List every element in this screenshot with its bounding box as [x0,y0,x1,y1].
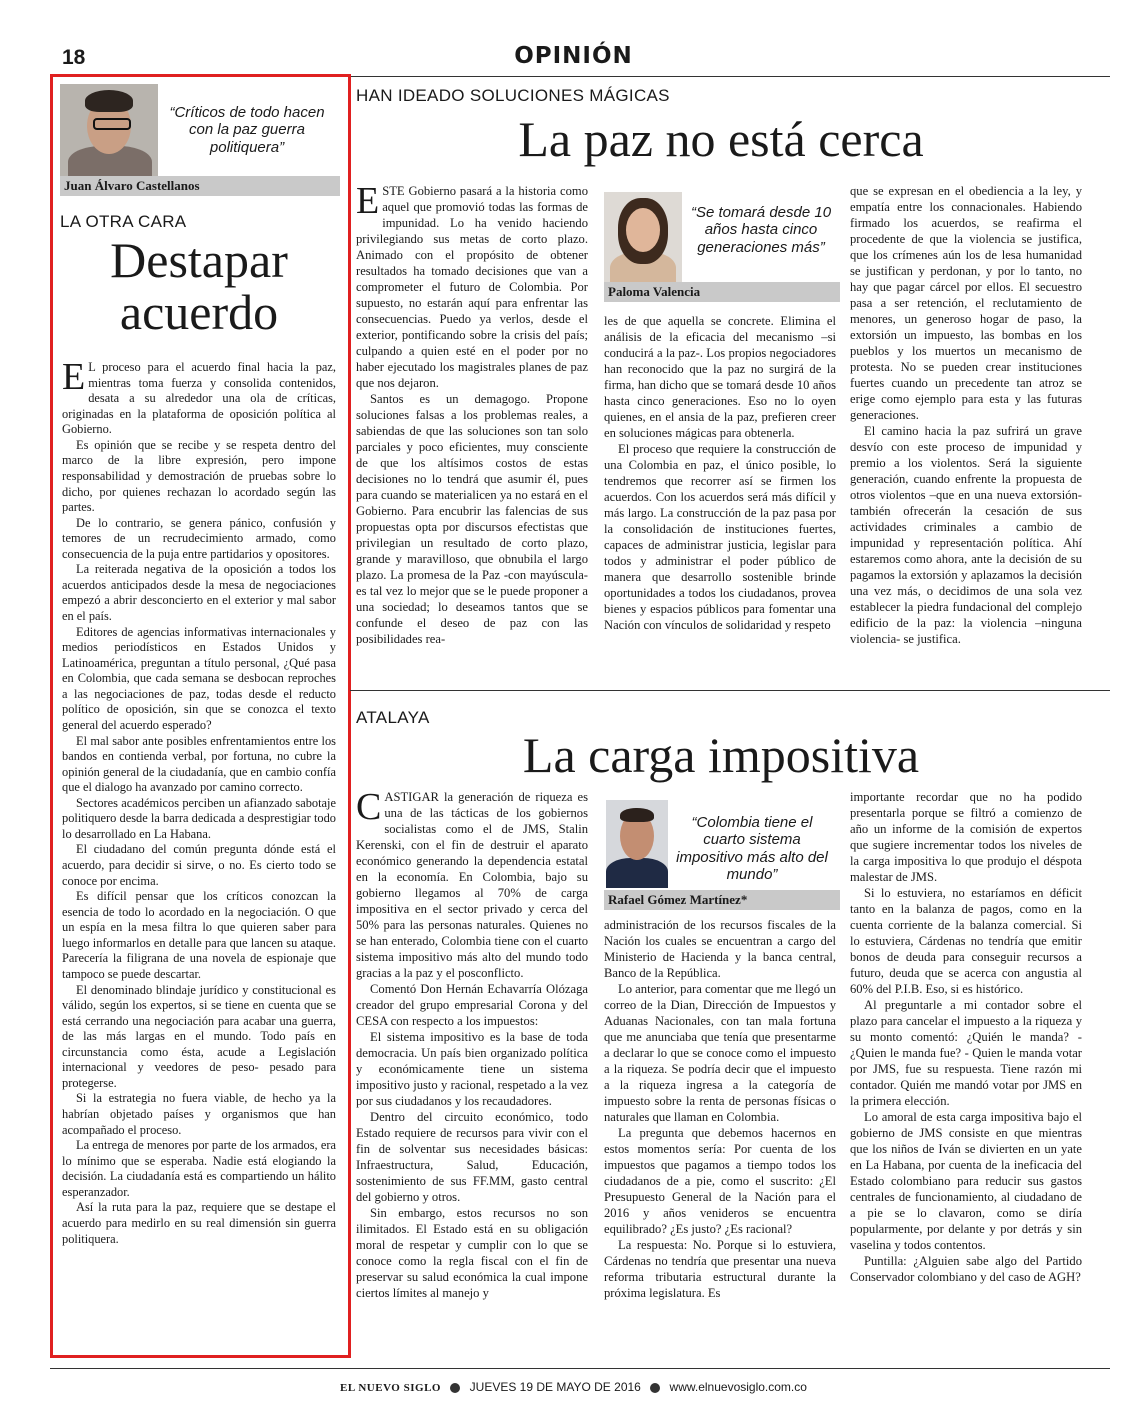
paragraph: Si lo estuviera, no estaríamos en déficit tanto en la balanza de pagos, como en la cuenta corriente de la balanza comercial. Si lo estuviera, Cárdenas no tendría que emitir bonos de deuda para conseguir recursos a futuro, deuda que se acerca con angustia al 60% del P.I.B. Eso, si es histórico. [850,885,1082,996]
article2-col1 [356,786,588,1302]
article1-col3 [850,184,1082,648]
author-photo-castellanos [60,84,158,176]
paragraph: L proceso para el acuerdo final hacia la paz, mientras toma fuerza y consolida contenidos, desata a su alrededor una ola de críticas, originadas en la plataforma de oposición política al Gobierno. [62,360,336,437]
paragraph: Es difícil pensar que los críticos conozcan la esencia de todo lo acordado en la negociación. O que un espía en la mesa filtra lo que quieren saber para luego informarlos en detalle para que lancen su ataque. Parecería la filigrana de una novela de espionaje que tampoco se puede descartar. [62,889,336,981]
paragraph: Es opinión que se recibe y se respeta dentro del marco de la libre expresión, pero impone responsabilidad y demostración de pruebas sobre lo dicho, por quienes rechazan lo acordado según las partes. [62,437,336,515]
kicker-article2: ATALAYA [356,708,430,727]
paragraph: Puntilla: ¿Alguien sabe algo del Partido Conservador colombiano y del caso de AGH? [850,1253,1082,1284]
paragraph: les de que aquella se concrete. Elimina el análisis de la eficacia del mecanismo –si conducirá a la paz-. Los propios negociadores han reconocido que la paz no surgirá de la firma, han dicho que se tomará desde 10 años hasta cinco generaciones. Eso no lo oyen quienes, en el ansia de la paz, prefieren creer en soluciones mágicas para obtenerla. [604,314,836,440]
paragraph: ASTIGAR la generación de riqueza es una de las tácticas de los gobiernos socialistas como el de JMS, Stalin Kerenski, con el fin de destruir el aparato económico generando la dependencia estatal en la economía. En Colombia, bajo su gobierno llegamos al 70% de carga impositiva en el sector privado y cerca del 50% para las personas naturales. Quienes no se han enterado, Colombia tiene con el cuarto sistema impositivo más alto del mundo todo gracias a la paz y el posconflicto. [356,790,588,980]
author-photo-gomez [606,800,668,888]
paragraph: La entrega de menores por parte de los armados, era lo mínimo que se esperaba. Nadie está elogiando la decisión. La ciudadanía está es compartiendo un hálito esperanzador. [62,1138,336,1199]
bullet-icon [650,1383,660,1393]
paragraph: El denominado blindaje jurídico y constitucional es válido, según los expertos, si se tiene en cuenta que se está cerrando una negociación para acabar una guerra, de las más largas en el mundo. Todo país en circunstancia como ésta, acude a Legislación internacional y veedores de peso- pesado para protegerse. [62,982,336,1090]
pull-quote-left: “Críticos de todo hacen con la paz guerra politiquera” [169,104,325,156]
footer [0,1380,1147,1394]
article1-col1 [356,180,588,648]
paragraph: De lo contrario, se genera pánico, confusión y temores de un recrudecimiento armado, como consecuencia de la puja entre partidarios y opositores. [62,515,336,561]
headline-article2: La carga impositiva [522,727,920,783]
article-body-left [62,356,336,1247]
paragraph: que se expresan en el obediencia a la ley, y empatía entre los connacionales. Habiendo firmado los acuerdos, se reafirma el procedente de que la violencia se justifica, que los crímenes aún los de lesa humanidad se justifican y perdonan, y por lo tanto, no hay que pagar cárcel por ellos. El secuestro pasa a ser retención, el reclutamiento de menores, un generoso hogar de paso, la extorsión un impuesto, las bombas en los pueblos y los muertos un mecanismo de protesta. No se pueden crear instituciones fuertes cuando un precedente tan atroz se erige como ejemplo para esta y las futuras generaciones. [850,184,1082,422]
headline-left [58,234,340,338]
pull-quote-article2: “Colombia tiene el cuarto sistema impositivo más alto del mundo” [676,814,828,883]
paragraph: El camino hacia la paz sufrirá un grave desvío con este proceso de impunidad y premio a los violentos. Será la siguiente generación, cuando enfrente la propuesta de otros violentos –que en una nueva extorsión- también ofrecerán la cesación de sus actividades criminales a cambio de impunidad y representación política. Ahí estaremos como ahora, ante la decisión de su pagamos la extorsión y aplazamos la decisión una vez más, o decidimos de una sola vez establecer la piedra fundacional del complejo edificio de la paz: la violencia –ninguna violencia- se justifica. [850,423,1082,646]
author-name-article1: Paloma Valencia [604,282,840,302]
paragraph: El ciudadano del común pregunta dónde está el acuerdo, para decidir si sirve, o no. Es cierto todo se conoce por encima. [62,842,336,888]
paragraph: importante recordar que no ha podido presentarla porque se filtró a comienzo de año un informe de la comisión de expertos que sugiere incrementar todos los niveles de la carga impositiva lo que produjo el déspota malestar de JMS. [850,790,1082,884]
paragraph: Editores de agencias informativas internacionales y medios periodísticos en Estados Unidos y Latinoamérica, preguntan a título personal, ¿Qué pasa en Colombia, que cada semana se desbocan reproches a las negociaciones de paz, todas desde el reducto político de oposición, sin que se conozca el texto general del acuerdo esperado? [62,624,336,732]
headline-article1: La paz no está cerca [518,111,924,167]
paragraph: Lo anterior, para comentar que me llegó un correo de la Dian, Dirección de Impuestos y Aduanas Nacionales, con tan mala fortuna que me anunciaba que tenía que presentarme a declarar lo que se conoce como el impuesto a la riqueza. Se podría decir que el impuesto a la riqueza ingresa a la categoría de impuesto sobre la renta de personas físicas o naturales que llaman en Colombia. [604,981,836,1124]
footer-date: JUEVES 19 DE MAYO DE 2016 [469,1380,641,1394]
article-divider [350,690,1110,691]
paragraph: administración de los recursos fiscales de la Nación los cuales se encuentran a cargo del Ministerio de Hacienda y la banca central, Banco de la República. [604,918,836,980]
paragraph: Sectores académicos perciben un afianzado sabotaje politiquero desde la barra dedicada a desprestigiar todo lo desarrollado en La Habana. [62,795,336,841]
header-rule [350,76,1110,77]
paragraph: La respuesta: No. Porque si lo estuviera, Cárdenas no tendría que presentar una nueva reforma tributaria estructural durante la próxima legislatura. Es [604,1237,836,1300]
headline-left-line1: Destapar [110,232,288,288]
paragraph: El sistema impositivo es la base de toda democracia. Un país bien organizado política y económicamente tiene un sistema impositivo justo y racional, respetado a la vez por sus ciudadanos y los recaudadores. [356,1029,588,1108]
pull-quote-article1: “Se tomará desde 10 años hasta cinco generaciones más” [690,204,832,256]
dropcap-left: E [62,356,86,398]
paragraph: Si la estrategia no fuera viable, de hecho ya la habrían objetado países y organismos que han acompañado el proceso. [62,1091,336,1137]
footer-url[interactable]: www.elnuevosiglo.com.co [669,1380,807,1394]
author-name-left: Juan Álvaro Castellanos [60,176,340,196]
dropcap-article1: E [356,180,380,222]
article2-col2 [604,918,836,1302]
article2-col3 [850,790,1082,1286]
paragraph: Dentro del circuito económico, todo Estado requiere de recursos para vivir con el fin de solventar sus necesidades básicas: Infraestructura, Salud, Educación, sostenimiento de sus FF.MM, gasto central del gobierno y otros. [356,1109,588,1204]
paragraph: Así la ruta para la paz, requiere que se destape el acuerdo para medirlo en su real dimensión sin guerra politiquera. [62,1200,336,1246]
paragraph: Santos es un demagogo. Propone soluciones falsas a los problemas reales, a sabiendas de que las soluciones son tan solo parciales y poco eficientes, muy consciente de que los altísimos costos de estas decisiones no lo tendrá que asumir él, pues para cuando se materialicen ya no estará en el Gobierno. Para encubrir las falencias de sus propuestas opta por discursos efectistas que privilegian un resultado de corto plazo, grande y maravilloso, que obnubila el largo plazo. La promesa de la Paz -con mayúscula- es tal vez lo mejor que se le puede proponer a una sociedad; lo deseamos tantos que se confunde el deseo de paz con las posibilidades rea- [356,391,588,646]
author-photo-valencia [604,192,682,282]
page-number: 18 [62,46,86,69]
paragraph: Lo amoral de esta carga impositiva bajo el gobierno de JMS consiste en que mientras que los niños de Iván se divierten en un yate en La Habana, por cuenta de la ineficacia del Estado colombiano para reducir sus gastos centrales de funcionamiento, al ciudadano de a pie se lo clavaron, como se diría popularmente, por delante y por detrás y sin vaselina y todos contentos. [850,1109,1082,1252]
footer-rule [50,1368,1110,1369]
paragraph: La reiterada negativa de la oposición a todos los acuerdos anticipados desde la mesa de negociaciones empezó a abrir desconcierto en el exterior y mal sabor en el país. [62,562,336,623]
paragraph: STE Gobierno pasará a la historia como aquel que promovió todas las formas de impunidad. Lo ha venido haciendo privilegiando sus metas de corto plazo. Animado con el propósito de obtener resultados ha tomado decisiones que van a comprometer el futuro de Colombia. Por supuesto, no estarán aquí para enfrentar las consecuencias. Puedo ya verlos, desde el exterior, pontificando sobre la crisis del país; culpando a quien esté en el poder por no haber ejecutado los magistrales planes de paz que nos dejaron. [356,184,588,390]
paragraph: Sin embargo, estos recursos no son ilimitados. El Estado está en su obligación moral de respetar y cumplir con lo que se conoce como la regla fiscal con el fin de preservar su salud económica la cual impone ciertos límites al manejo y [356,1205,588,1300]
dropcap-article2: C [356,786,382,828]
author-name-article2: Rafael Gómez Martínez* [604,890,840,910]
headline-left-line2: acuerdo [119,284,279,340]
bullet-icon [450,1383,460,1393]
paragraph: La pregunta que debemos hacernos en estos momentos sería: Por cuenta de los impuestos que pagamos a tiempo todos los ciudadanos de a pie, como el suscrito: ¿El Presupuesto General de la Nación para el 2016 y años venideros se encuentra equilibrado? ¿Es justo? ¿Es racional? [604,1125,836,1236]
section-title: OPINIÓN [514,43,633,69]
paragraph: Comentó Don Hernán Echavarría Olózaga creador del grupo empresarial Corona y del CESA con respecto a los impuestos: [356,981,588,1028]
kicker-left: LA OTRA CARA [60,212,187,231]
paragraph: El proceso que requiere la construcción de una Colombia en paz, el único posible, lo tendremos que recorrer así se firmen los acuerdos. Con los acuerdos será más difícil y más largo. La construcción de la paz pasa por la consolidación de instituciones fuertes, capaces de administrar justicia, legislar para todos y administrar el poder público de manera que desarrollo sostenible brinde oportunidades a todos los ciudadanos, provea bienes y espacios públicos para fomentar una Nación con vínculos de solidaridad y respeto [604,441,836,632]
paragraph: Al preguntarle a mi contador sobre el plazo para cancelar el impuesto a la riqueza y su monto comentó: ¿Quién le manda? - ¿Quien le manda fue? - Quien le manda votar por JMS, fue su respuesta. Tiene razón mi contador. Quién me mandó votar por JMS en la primera elección. [850,997,1082,1108]
footer-brand: EL NUEVO SIGLO [340,1382,441,1394]
article1-col2 [604,314,836,634]
paragraph: El mal sabor ante posibles enfrentamientos entre los bandos en contienda verbal, por fortuna, no cubre la opinión general de la ciudadanía, que en cambio confía que el dialogo ha avanzado por camino correcto. [62,733,336,795]
kicker-article1: HAN IDEADO SOLUCIONES MÁGICAS [356,86,670,105]
